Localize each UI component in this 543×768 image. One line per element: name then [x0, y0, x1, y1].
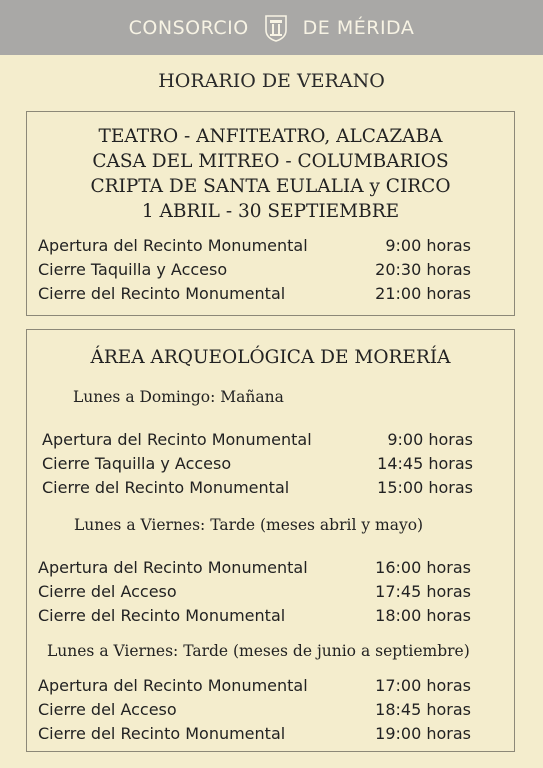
schedule-row [38, 234, 471, 258]
row-time: 9:00 horas [387, 430, 473, 449]
schedule-row [38, 698, 471, 722]
group-heading-afternoon-jun-sep: Lunes a Viernes: Tarde (meses de junio a septiembre) [47, 642, 470, 660]
shield-emblem-icon [263, 13, 289, 43]
row-time: 17:45 horas [375, 582, 471, 601]
row-label: Apertura del Recinto Monumental [38, 558, 308, 577]
section1-title-line-2: CASA DEL MITREO - COLUMBARIOS [92, 151, 449, 172]
schedule-row [38, 282, 471, 306]
schedule-row [38, 556, 471, 580]
schedule-row [38, 722, 471, 746]
section2-title: ÁREA ARQUEOLÓGICA DE MORERÍA [90, 347, 451, 368]
row-time: 14:45 horas [377, 454, 473, 473]
group-heading-morning: Lunes a Domingo: Mañana [73, 388, 284, 406]
row-time: 19:00 horas [375, 724, 471, 743]
row-label: Cierre del Recinto Monumental [38, 284, 286, 303]
row-label: Cierre del Recinto Monumental [38, 606, 286, 625]
row-time: 15:00 horas [377, 478, 473, 497]
row-time: 20:30 horas [375, 260, 471, 279]
group-heading-afternoon-apr-may: Lunes a Viernes: Tarde (meses abril y mayo) [74, 516, 424, 534]
schedule-row [42, 476, 473, 500]
row-label: Apertura del Recinto Monumental [38, 676, 308, 695]
schedule-row [38, 674, 471, 698]
schedule-row [42, 452, 473, 476]
row-label: Cierre del Acceso [38, 700, 177, 719]
row-label: Cierre del Acceso [38, 582, 177, 601]
header-bar [0, 0, 543, 55]
row-label: Cierre Taquilla y Acceso [42, 454, 232, 473]
schedule-row [42, 428, 473, 452]
row-time: 16:00 horas [375, 558, 471, 577]
row-time: 18:45 horas [375, 700, 471, 719]
row-time: 9:00 horas [385, 236, 471, 255]
header-left-text: CONSORCIO [128, 16, 249, 39]
row-label: Cierre del Recinto Monumental [38, 724, 286, 743]
schedule-row [38, 604, 471, 628]
row-label: Cierre del Recinto Monumental [42, 478, 290, 497]
section1-title-line-3: CRIPTA DE SANTA EULALIA y CIRCO [90, 176, 451, 197]
header-right-text: DE MÉRIDA [302, 16, 415, 39]
schedule-box-moreria [26, 329, 515, 752]
page-title: HORARIO DE VERANO [158, 70, 385, 92]
schedule-row [38, 580, 471, 604]
row-time: 21:00 horas [375, 284, 471, 303]
section1-date-range: 1 ABRIL - 30 SEPTIEMBRE [141, 201, 400, 222]
row-label: Apertura del Recinto Monumental [42, 430, 312, 449]
row-time: 17:00 horas [375, 676, 471, 695]
schedule-box-monuments [26, 111, 515, 316]
section1-title-line-1: TEATRO - ANFITEATRO, ALCAZABA [98, 126, 443, 147]
row-time: 18:00 horas [375, 606, 471, 625]
row-label: Apertura del Recinto Monumental [38, 236, 308, 255]
row-label: Cierre Taquilla y Acceso [38, 260, 228, 279]
schedule-row [38, 258, 471, 282]
